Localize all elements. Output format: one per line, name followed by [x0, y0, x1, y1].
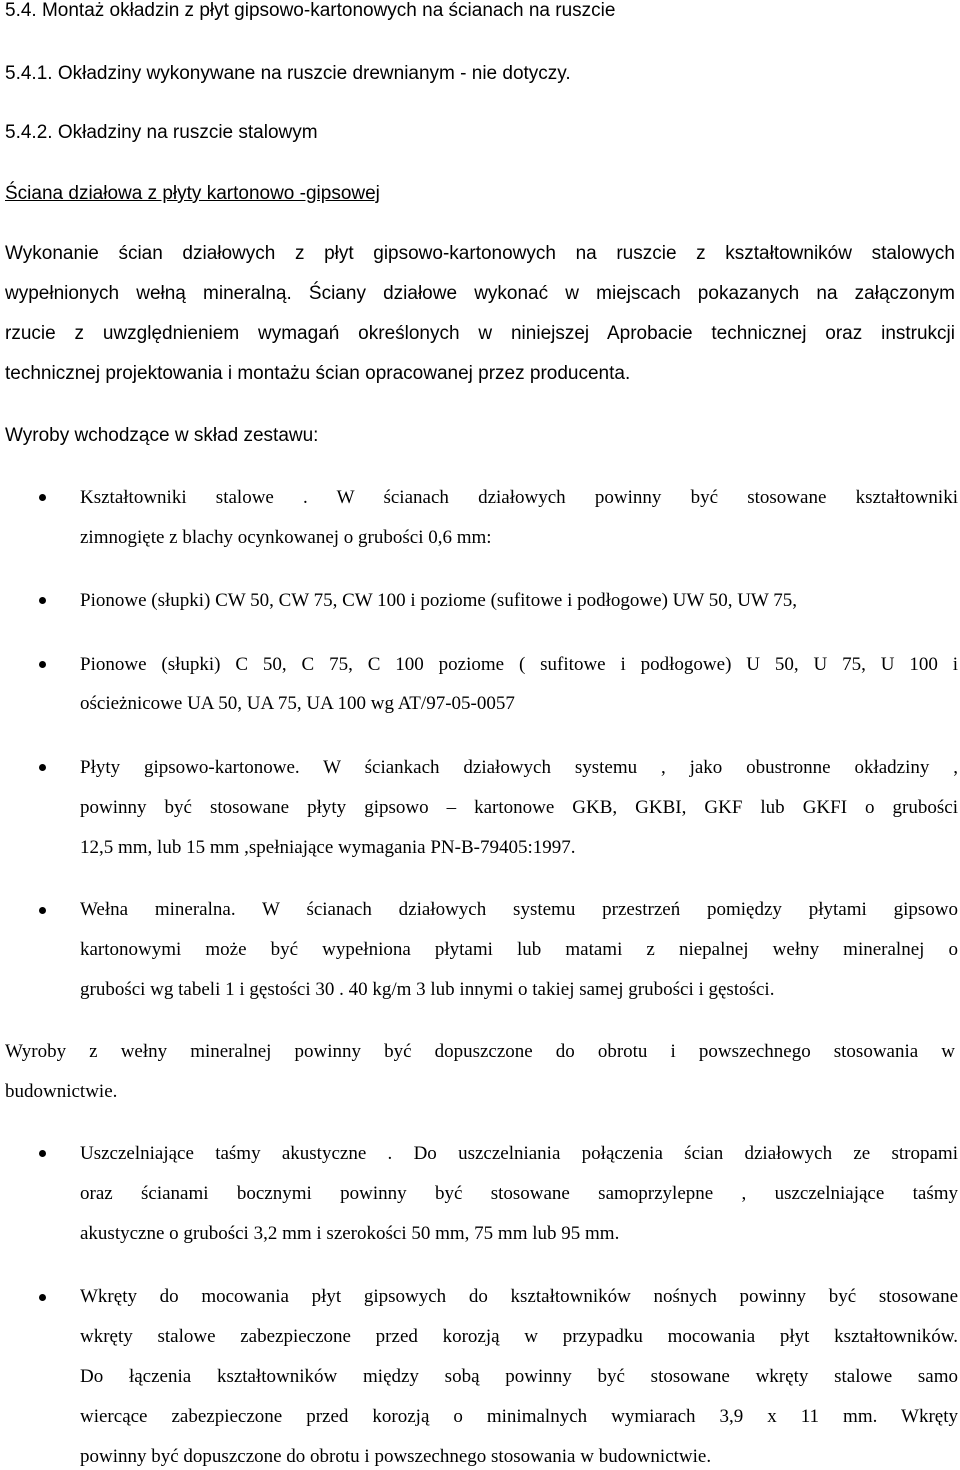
bullet-line: powinny być stosowane płyty gipsowo – kartonowe GKB, GKBI, GKF lub GKFI o grubości [80, 797, 958, 818]
bullet-line: Uszczelniające taśmy akustyczne . Do uszczelniania połączenia ścian działowych ze stropami [80, 1143, 958, 1164]
bullet-icon [39, 661, 46, 668]
wool-note-line: budownictwie. [5, 1081, 118, 1102]
bullet-icon [39, 1150, 46, 1157]
bullet-line: powinny być dopuszczone do obrotu i powszechnego stosowania w budownictwie. [80, 1446, 712, 1467]
bullet-line: Płyty gipsowo-kartonowe. W ściankach działowych systemu , jako obustronne okładziny , [80, 757, 958, 778]
heading-5-4-2: 5.4.2. Okładziny na ruszcie stalowym [5, 122, 318, 143]
heading-5-4-1: 5.4.1. Okładziny wykonywane na ruszcie drewnianym - nie dotyczy. [5, 63, 571, 84]
bullet-line: Kształtowniki stalowe . W ścianach działowych powinny być stosowane kształtowniki [80, 487, 958, 508]
bullet-icon [39, 907, 46, 914]
bullet-line: kartonowymi może być wypełniona płytami lub matami z niepalnej wełny mineralnej o [80, 939, 958, 960]
intro-line: technicznej projektowania i montażu ścian opracowanej przez producenta. [5, 363, 631, 384]
bullet-line: Pionowe (słupki) C 50, C 75, C 100 poziome ( sufitowe i podłogowe) U 50, U 75, U 100 i [80, 654, 958, 675]
bullet-line: wkręty stalowe zabezpieczone przed korozją w przypadku mocowania płyt kształtowników. [80, 1326, 958, 1347]
bullet-line: Wełna mineralna. W ścianach działowych systemu przestrzeń pomiędzy płytami gipsowo [80, 899, 958, 920]
intro-line: Wykonanie ścian działowych z płyt gipsowo-kartonowych na ruszcie z kształtowników stalowych [5, 243, 955, 264]
bullet-line: grubości wg tabeli 1 i gęstości 30 . 40 kg/m 3 lub innymi o takiej samej grubości i gęstości. [80, 979, 775, 1000]
bullet-icon [39, 1294, 46, 1301]
intro-line: wypełnionych wełną mineralną. Ściany działowe wykonać w miejscach pokazanych na załączonym [5, 283, 955, 304]
bullet-line: akustyczne o grubości 3,2 mm i szerokości 50 mm, 75 mm lub 95 mm. [80, 1223, 620, 1244]
bullet-line: Wkręty do mocowania płyt gipsowych do kształtowników nośnych powinny być stosowane [80, 1286, 958, 1307]
bullet-line: Pionowe (słupki) CW 50, CW 75, CW 100 i poziome (sufitowe i podłogowe) UW 50, UW 75, [80, 590, 798, 611]
components-label: Wyroby wchodzące w skład zestawu: [5, 425, 319, 446]
bullet-line: ościeżnicowe UA 50, UA 75, UA 100 wg AT/97-05-0057 [80, 693, 515, 714]
bullet-icon [39, 597, 46, 604]
subheading: Ściana działowa z płyty kartonowo -gipsowej [5, 183, 380, 204]
bullet-line: 12,5 mm, lub 15 mm ,spełniające wymagania PN-B-79405:1997. [80, 837, 576, 858]
bullet-line: oraz ścianami bocznymi powinny być stosowane samoprzylepne , uszczelniające taśmy [80, 1183, 958, 1204]
bullet-icon [39, 494, 46, 501]
heading-5-4: 5.4. Montaż okładzin z płyt gipsowo-kartonowych na ścianach na ruszcie [5, 0, 616, 21]
intro-line: rzucie z uwzględnieniem wymagań określonych w niniejszej Aprobacie technicznej oraz instrukcji [5, 323, 955, 344]
bullet-line: zimnogięte z blachy ocynkowanej o grubości 0,6 mm: [80, 527, 492, 548]
wool-note-line: Wyroby z wełny mineralnej powinny być dopuszczone do obrotu i powszechnego stosowania w [5, 1041, 955, 1062]
bullet-line: wiercące zabezpieczone przed korozją o minimalnych wymiarach 3,9 x 11 mm. Wkręty [80, 1406, 958, 1427]
bullet-icon [39, 764, 46, 771]
bullet-line: Do łączenia kształtowników między sobą powinny być stosowane wkręty stalowe samo [80, 1366, 958, 1387]
